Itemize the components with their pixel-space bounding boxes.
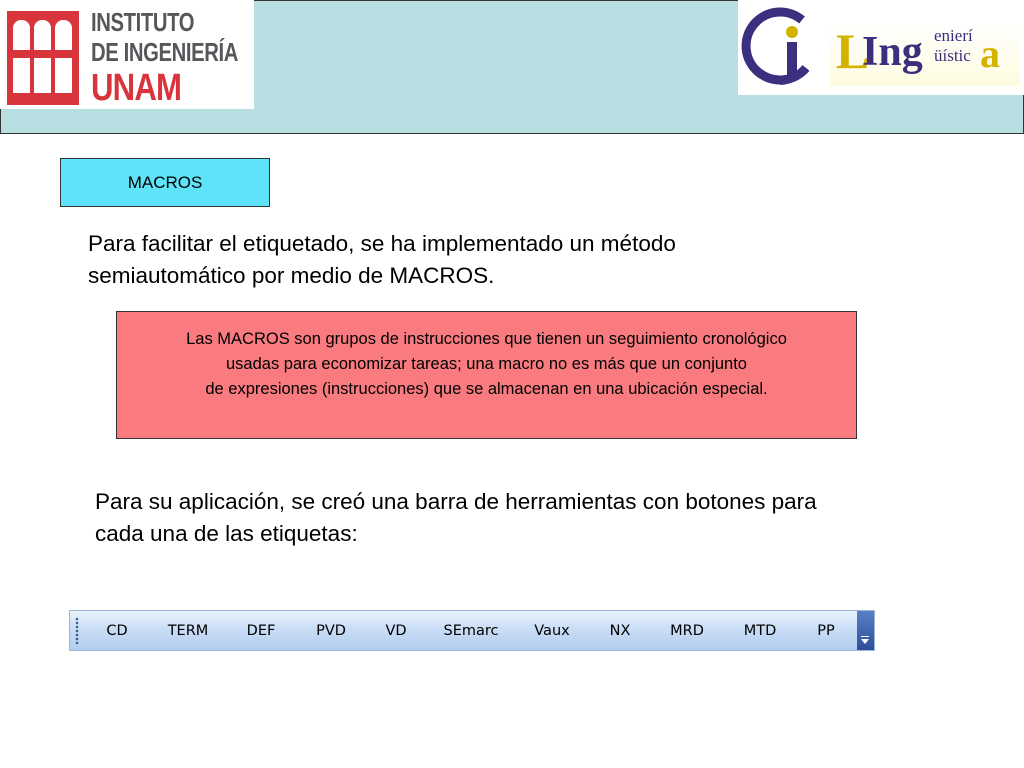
- definition-line-2: usadas para economizar tareas; una macro no es más que un conjunto: [226, 355, 747, 373]
- logo-text-instituto: INSTITUTO: [91, 7, 195, 37]
- toolbar-button-term[interactable]: TERM: [167, 622, 209, 639]
- unam-shield-icon: [7, 11, 79, 105]
- application-paragraph: Para su aplicación, se creó una barra de herramientas con botones para cada una de las etiquetas:: [95, 489, 817, 546]
- toolbar-button-pvd[interactable]: PVD: [316, 622, 346, 639]
- wordmark-enieri: enierí: [934, 26, 973, 45]
- logo-text-unam: UNAM: [91, 67, 182, 109]
- instituto-ingenieria-logo: [0, 0, 254, 109]
- toolbar-button-vaux[interactable]: Vaux: [534, 622, 570, 639]
- wordmark-ing: Ing: [862, 29, 923, 75]
- toolbar-button-mtd[interactable]: MTD: [743, 622, 777, 639]
- macro-toolbar: [69, 610, 875, 651]
- toolbar-button-mrd[interactable]: MRD: [670, 622, 704, 639]
- toolbar-button-semarc[interactable]: SEmarc: [443, 622, 499, 639]
- wordmark-uistic: üístic: [934, 46, 971, 65]
- wordmark-big-a: a: [980, 31, 1000, 76]
- toolbar-buttons: [84, 611, 857, 650]
- gi-logo-icon: [740, 2, 830, 92]
- linguistica-wordmark: [830, 6, 1020, 86]
- wordmark-big-l: L: [836, 23, 870, 79]
- logo-text-de-ingenieria: DE INGENIERÍA: [91, 37, 239, 67]
- ingenieria-linguistica-logo: [738, 0, 1024, 95]
- toolbar-button-nx[interactable]: NX: [609, 622, 631, 639]
- toolbar-grip-handle[interactable]: [74, 617, 80, 645]
- toolbar-button-def[interactable]: DEF: [246, 622, 276, 639]
- intro-paragraph: Para facilitar el etiquetado, se ha implementado un método semiautomático por medio de MACROS.: [88, 231, 676, 288]
- section-label-macros: MACROS: [60, 158, 270, 207]
- definition-line-3: de expresiones (instrucciones) que se almacenan en una ubicación especial.: [205, 380, 768, 398]
- definition-line-1: Las MACROS son grupos de instrucciones que tienen un seguimiento cronológico: [186, 330, 787, 348]
- toolbar-options-chevron-icon[interactable]: [857, 611, 874, 650]
- toolbar-button-pp[interactable]: PP: [817, 622, 835, 639]
- toolbar-button-cd[interactable]: CD: [106, 622, 128, 639]
- toolbar-button-vd[interactable]: VD: [385, 622, 407, 639]
- macro-definition-box: [116, 311, 857, 439]
